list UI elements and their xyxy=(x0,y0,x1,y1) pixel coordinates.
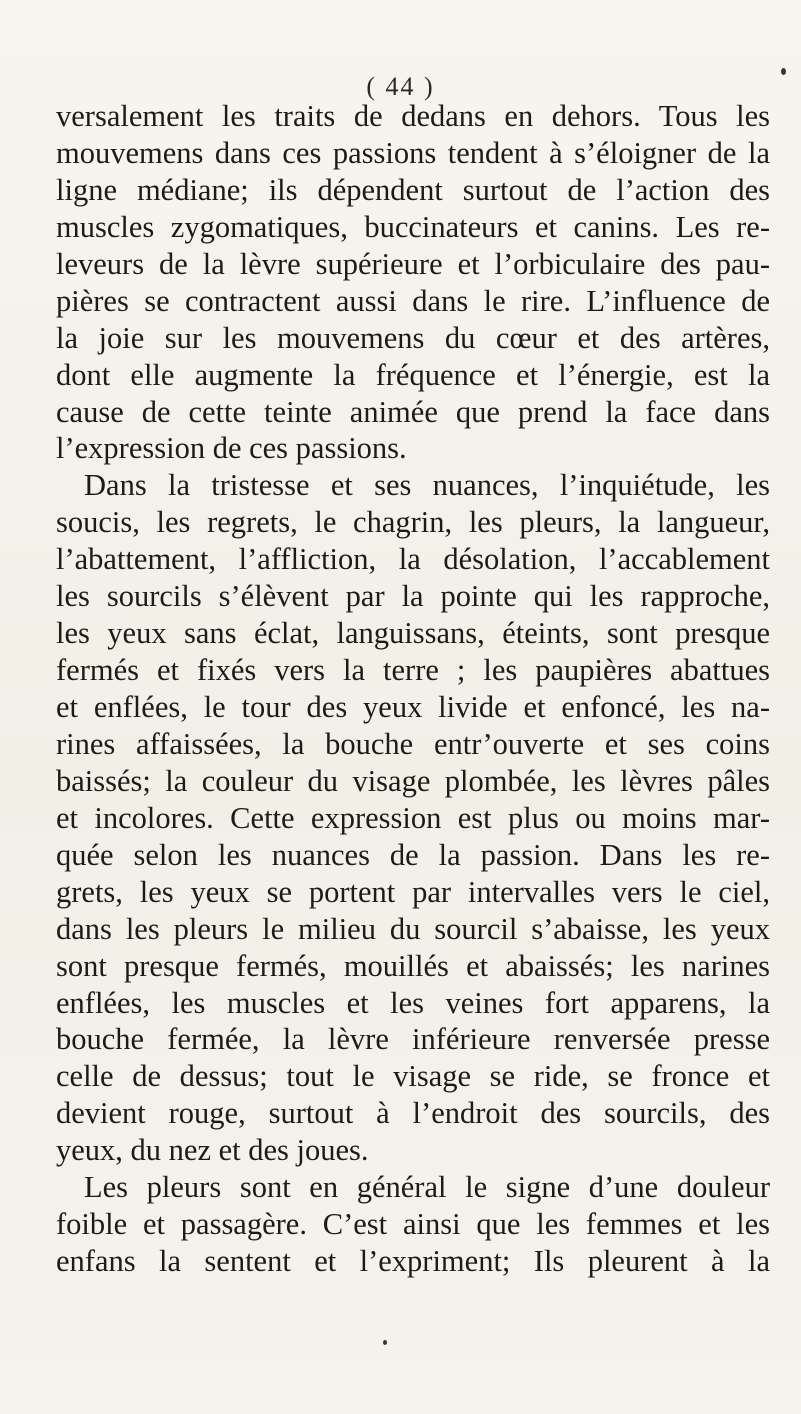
text-line: et enflées, le tour des yeux livide et enfoncé, les na- xyxy=(56,690,770,724)
ink-speck xyxy=(781,68,786,75)
text-line: Les pleurs sont en général le signe d’une douleur xyxy=(84,1170,770,1205)
text-line: rines affaissées, la bouche entr’ouverte et ses coins xyxy=(56,726,770,761)
text-line: leveurs de la lèvre supérieure et l’orbiculaire des pau- xyxy=(56,246,770,281)
text-line: l’abattement, l’affliction, la désolation, l’accablement xyxy=(56,542,770,577)
text-line: soucis, les regrets, le chagrin, les pleurs, la langueur, xyxy=(56,505,770,540)
text-line: cause de cette teinte animée que prend la face dans xyxy=(56,394,770,429)
text-line: enfans la sentent et l’expriment; Ils pleurent à la xyxy=(56,1244,770,1279)
text-line: dont elle augmente la fréquence et l’énergie, est la xyxy=(56,357,770,392)
text-line: devient rouge, surtout à l’endroit des sourcils, des xyxy=(56,1096,770,1131)
text-line: bouche fermée, la lèvre inférieure renversée presse xyxy=(56,1022,770,1057)
text-line: pières se contractent aussi dans le rire. L’influence de xyxy=(56,283,770,318)
text-line: ligne médiane; ils dépendent surtout de l’action des xyxy=(56,172,770,207)
text-line: muscles zygomatiques, buccinateurs et canins. Les re- xyxy=(56,209,770,244)
text-line: grets, les yeux se portent par intervalles vers le ciel, xyxy=(56,874,770,909)
text-line: et incolores. Cette expression est plus ou moins mar- xyxy=(56,800,770,835)
text-line: yeux, du nez et des joues. xyxy=(56,1133,369,1168)
page-number: ( 44 ) xyxy=(366,72,435,101)
text-line: dans les pleurs le milieu du sourcil s’abaisse, les yeux xyxy=(56,911,770,946)
text-line: enflées, les muscles et les veines fort apparens, la xyxy=(56,985,770,1020)
text-line: les sourcils s’élèvent par la pointe qui les rapproche, xyxy=(56,579,770,614)
text-line: foible et passagère. C’est ainsi que les femmes et les xyxy=(56,1207,770,1242)
text-line: celle de dessus; tout le visage se ride, se fronce et xyxy=(56,1059,770,1094)
text-line: la joie sur les mouvemens du cœur et des artères, xyxy=(56,320,770,355)
text-line: Dans la tristesse et ses nuances, l’inquiétude, les xyxy=(84,468,770,503)
text-line: baissés; la couleur du visage plombée, les lèvres pâles xyxy=(56,763,770,798)
text-line: mouvemens dans ces passions tendent à s’éloigner de la xyxy=(56,135,770,170)
text-line: fermés et fixés vers la terre ; les paupières abattues xyxy=(56,653,770,688)
text-line: les yeux sans éclat, languissans, éteints, sont presque xyxy=(56,616,770,651)
ink-speck xyxy=(383,1340,387,1345)
text-line: quée selon les nuances de la passion. Dans les re- xyxy=(56,837,770,872)
text-line: l’expression de ces passions. xyxy=(56,431,407,466)
text-line: versalement les traits de dedans en dehors. Tous les xyxy=(56,99,770,133)
text-line: sont presque fermés, mouillés et abaissés; les narines xyxy=(56,948,770,983)
body-text xyxy=(56,98,770,1280)
